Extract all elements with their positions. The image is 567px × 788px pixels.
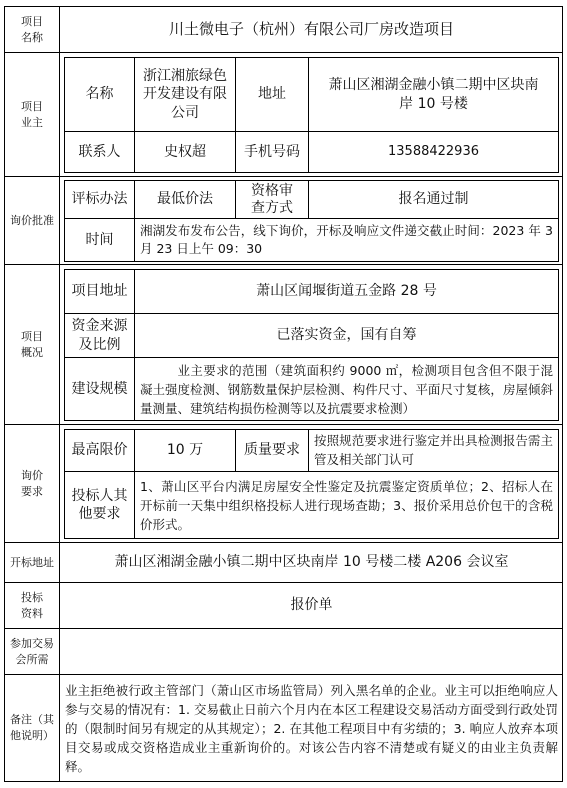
owner-phone-value: 13588422936 <box>388 143 479 159</box>
inquiry-approval-label: 询价批准 <box>5 177 60 265</box>
approval-inner <box>64 180 559 262</box>
remarks-value: 业主拒绝被行政主管部门（萧山区市场监管局）列入黑名单的企业。业主可以拒绝响应人参与交易的情况有：1. 交易截止日前六个月内在本区工程建设交易活动方面受到行政处罚的（限制时间另有规定的从其规定）；2. 在其他工程项目中有劣绩的；3. 响应人放弃本项目交易或成交资格造成业主重新询价的。对该公告内容不清楚或有疑义的由业主负责解释。 <box>65 682 558 774</box>
owner-address-value: 萧山区湘湖金融小镇二期中区块南 岸 10 号楼 <box>309 58 558 132</box>
overview-block <box>60 265 563 425</box>
site-value: 萧山区闻堰街道五金路 28 号 <box>135 270 558 314</box>
owner-label: 项目 业主 <box>5 53 60 177</box>
funding-value: 已落实资金，国有自筹 <box>135 314 558 358</box>
requirements-label: 询价 要求 <box>5 425 60 543</box>
quality-value: 按照规范要求进行鉴定并出具检测报告需主管及相关部门认可 <box>309 430 558 472</box>
other-req-label: 投标人其 他要求 <box>65 472 135 538</box>
method-label: 评标办法 <box>65 181 135 219</box>
bid-materials-value: 报价单 <box>60 583 563 629</box>
project-name-value: 川土微电子（杭州）有限公司厂房改造项目 <box>60 7 563 53</box>
owner-block <box>60 53 563 177</box>
approval-block <box>60 177 563 265</box>
max-price-label: 最高限价 <box>65 430 135 472</box>
review-label: 资格审 查方式 <box>236 181 309 219</box>
owner-name-value: 浙江湘旅绿色 开发建设有限 公司 <box>135 58 236 132</box>
remarks-label: 备注（其 他说明） <box>5 675 60 781</box>
scale-label: 建设规模 <box>65 358 135 420</box>
owner-address-label: 地址 <box>236 58 309 132</box>
method-value: 最低价法 <box>135 181 236 219</box>
quality-label: 质量要求 <box>236 430 309 472</box>
review-value: 报名通过制 <box>309 181 558 219</box>
owner-contact-value: 史权超 <box>135 132 236 172</box>
requirements-inner <box>64 429 559 539</box>
max-price-value: 10 万 <box>135 430 236 472</box>
opening-address-value: 萧山区湘湖金融小镇二期中区块南岸 10 号楼二楼 A206 会议室 <box>60 543 563 583</box>
time-value: 湘湖发布发布公告，线下询价，开标及响应文件递交截止时间：2023 年 3 月 23 日上午 09：30 <box>140 222 553 256</box>
overview-label: 项目 概况 <box>5 265 60 425</box>
overview-inner <box>64 269 559 421</box>
venue-value <box>60 629 563 675</box>
project-name-label: 项目 名称 <box>5 7 60 53</box>
owner-inner <box>64 57 559 173</box>
site-label: 项目地址 <box>65 270 135 314</box>
owner-phone-label: 手机号码 <box>236 132 309 172</box>
requirements-block <box>60 425 563 543</box>
opening-address-label: 开标地址 <box>5 543 60 583</box>
venue-label: 参加交易 会所需 <box>5 629 60 675</box>
notice-table <box>4 6 563 782</box>
time-label: 时间 <box>65 219 135 261</box>
owner-contact-label: 联系人 <box>65 132 135 172</box>
funding-label: 资金来源 及比例 <box>65 314 135 358</box>
scale-value: 业主要求的范围（建筑面积约 9000 ㎡，检测项目包含但不限于混凝土强度检测、钢筋数量保护层检测、构件尺寸、平面尺寸复核，房屋倾斜量测量、建筑结构损伤检测等以及抗震要求检测） <box>140 362 553 416</box>
owner-name-label: 名称 <box>65 58 135 132</box>
bid-materials-label: 投标 资料 <box>5 583 60 629</box>
other-req-value: 1、萧山区平台内满足房屋安全性鉴定及抗震鉴定资质单位；2、招标人在开标前一天集中组织格投标人进行现场查勘；3、报价采用总价包干的含税价形式。 <box>140 478 553 532</box>
